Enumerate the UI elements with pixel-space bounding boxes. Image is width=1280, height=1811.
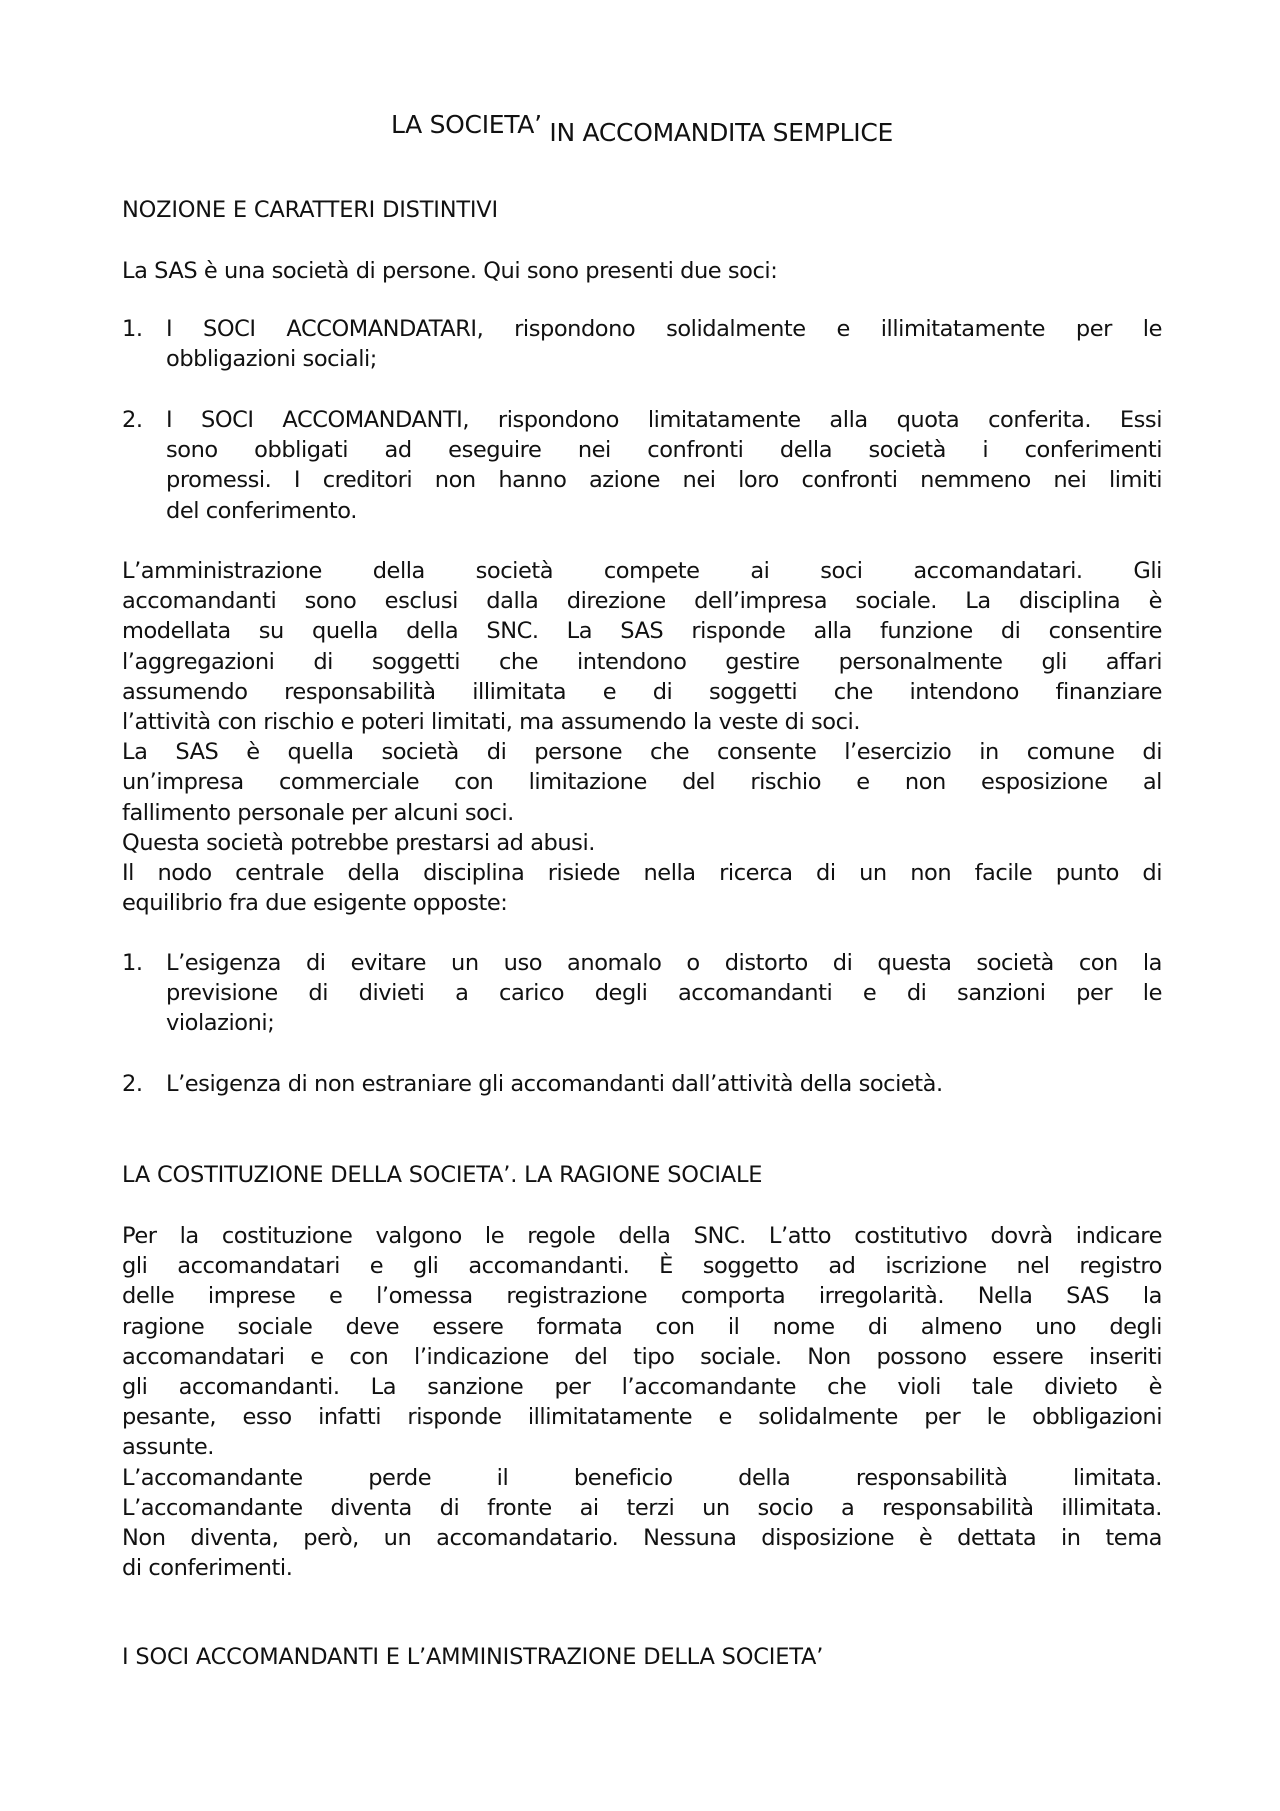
body-line: Non diventa, però, un accomandatario. Nessuna disposizione è dettata in tema [122, 1525, 1162, 1552]
list-line: obbligazioni sociali; [166, 346, 377, 373]
list-line: L’esigenza di non estraniare gli accomandanti dall’attività della società. [166, 1071, 943, 1097]
body-line: accomandanti sono esclusi dalla direzione dell’impresa sociale. La disciplina è [122, 588, 1162, 615]
body-line: delle imprese e l’omessa registrazione comporta irregolarità. Nella SAS la [122, 1283, 1162, 1310]
section-heading-costituzione: LA COSTITUZIONE DELLA SOCIETA’. LA RAGIONE SOCIALE [122, 1162, 763, 1188]
body-line: L’accomandante perde il beneficio della responsabilità limitata. [122, 1464, 1162, 1491]
list-line: sono obbligati ad eseguire nei confronti della società i conferimenti [166, 437, 1162, 464]
body-line: Per la costituzione valgono le regole della SNC. L’atto costitutivo dovrà indicare [122, 1223, 1162, 1249]
intro-paragraph: La SAS è una società di persone. Qui sono presenti due soci: [122, 258, 778, 284]
body-line: modellata su quella della SNC. La SAS risponde alla funzione di consentire [122, 618, 1162, 645]
body-line: assumendo responsabilità illimitata e di soggetti che intendono finanziare [122, 678, 1162, 705]
title-part-1: LA SOCIETA’ [390, 110, 542, 139]
body-line: gli accomandanti. La sanzione per l’accomandante che violi tale divieto è [122, 1374, 1162, 1401]
list-line: violazioni; [166, 1010, 275, 1037]
body-line: equilibrio fra due esigente opposte: [122, 890, 508, 917]
body-line: di conferimenti. [122, 1555, 293, 1582]
document-title [122, 110, 1162, 148]
body-line: pesante, esso infatti risponde illimitatamente e solidalmente per le obbligazioni [122, 1404, 1162, 1431]
list-number: 2. [122, 407, 143, 433]
body-line: Il nodo centrale della disciplina risiede nella ricerca di un non facile punto di [122, 860, 1162, 887]
list-line: del conferimento. [166, 497, 357, 524]
body-line: accomandatari e con l’indicazione del tipo sociale. Non possono essere inseriti [122, 1343, 1162, 1370]
body-line: La SAS è quella società di persone che consente l’esercizio in comune di [122, 739, 1162, 766]
list-line: I SOCI ACCOMANDANTI, rispondono limitatamente alla quota conferita. Essi [166, 407, 1162, 433]
list-number: 1. [122, 950, 143, 976]
list-item-soci-accomandanti [122, 405, 1162, 526]
title-part-2: IN ACCOMANDITA SEMPLICE [549, 118, 894, 147]
body-line: l’aggregazioni di soggetti che intendono gestire personalmente gli affari [122, 648, 1162, 675]
body-paragraph-amministrazione [122, 556, 1162, 918]
list-line: L’esigenza di evitare un uso anomalo o distorto di questa società con la [166, 950, 1162, 976]
list-item-esigenza-2 [122, 1069, 1162, 1099]
list-line: I SOCI ACCOMANDATARI, rispondono solidalmente e illimitatamente per le [166, 316, 1162, 342]
body-line: Questa società potrebbe prestarsi ad abusi. [122, 829, 595, 856]
body-line: l’attività con rischio e poteri limitati, ma assumendo la veste di soci. [122, 709, 861, 736]
list-line: previsione di divieti a carico degli accomandanti e di sanzioni per le [166, 980, 1162, 1007]
body-paragraph-costituzione [122, 1221, 1162, 1583]
body-line: gli accomandatari e gli accomandanti. È soggetto ad iscrizione nel registro [122, 1253, 1162, 1280]
list-number: 2. [122, 1071, 143, 1097]
list-line: promessi. I creditori non hanno azione nei loro confronti nemmeno nei limiti [166, 467, 1162, 494]
body-line: fallimento personale per alcuni soci. [122, 799, 514, 826]
body-line: L’amministrazione della società compete ai soci accomandatari. Gli [122, 558, 1162, 584]
list-item-esigenza-1 [122, 948, 1162, 1039]
body-line: L’accomandante diventa di fronte ai terzi un socio a responsabilità illimitata. [122, 1494, 1162, 1521]
body-line: assunte. [122, 1434, 214, 1461]
list-item-soci-accomandatari [122, 314, 1162, 374]
body-line: un’impresa commerciale con limitazione del rischio e non esposizione al [122, 769, 1162, 796]
section-heading-nozione: NOZIONE E CARATTERI DISTINTIVI [122, 197, 498, 223]
list-number: 1. [122, 316, 143, 342]
section-heading-soci-accomandanti: I SOCI ACCOMANDANTI E L’AMMINISTRAZIONE DELLA SOCIETA’ [122, 1644, 824, 1670]
body-line: ragione sociale deve essere formata con il nome di almeno uno degli [122, 1313, 1162, 1340]
